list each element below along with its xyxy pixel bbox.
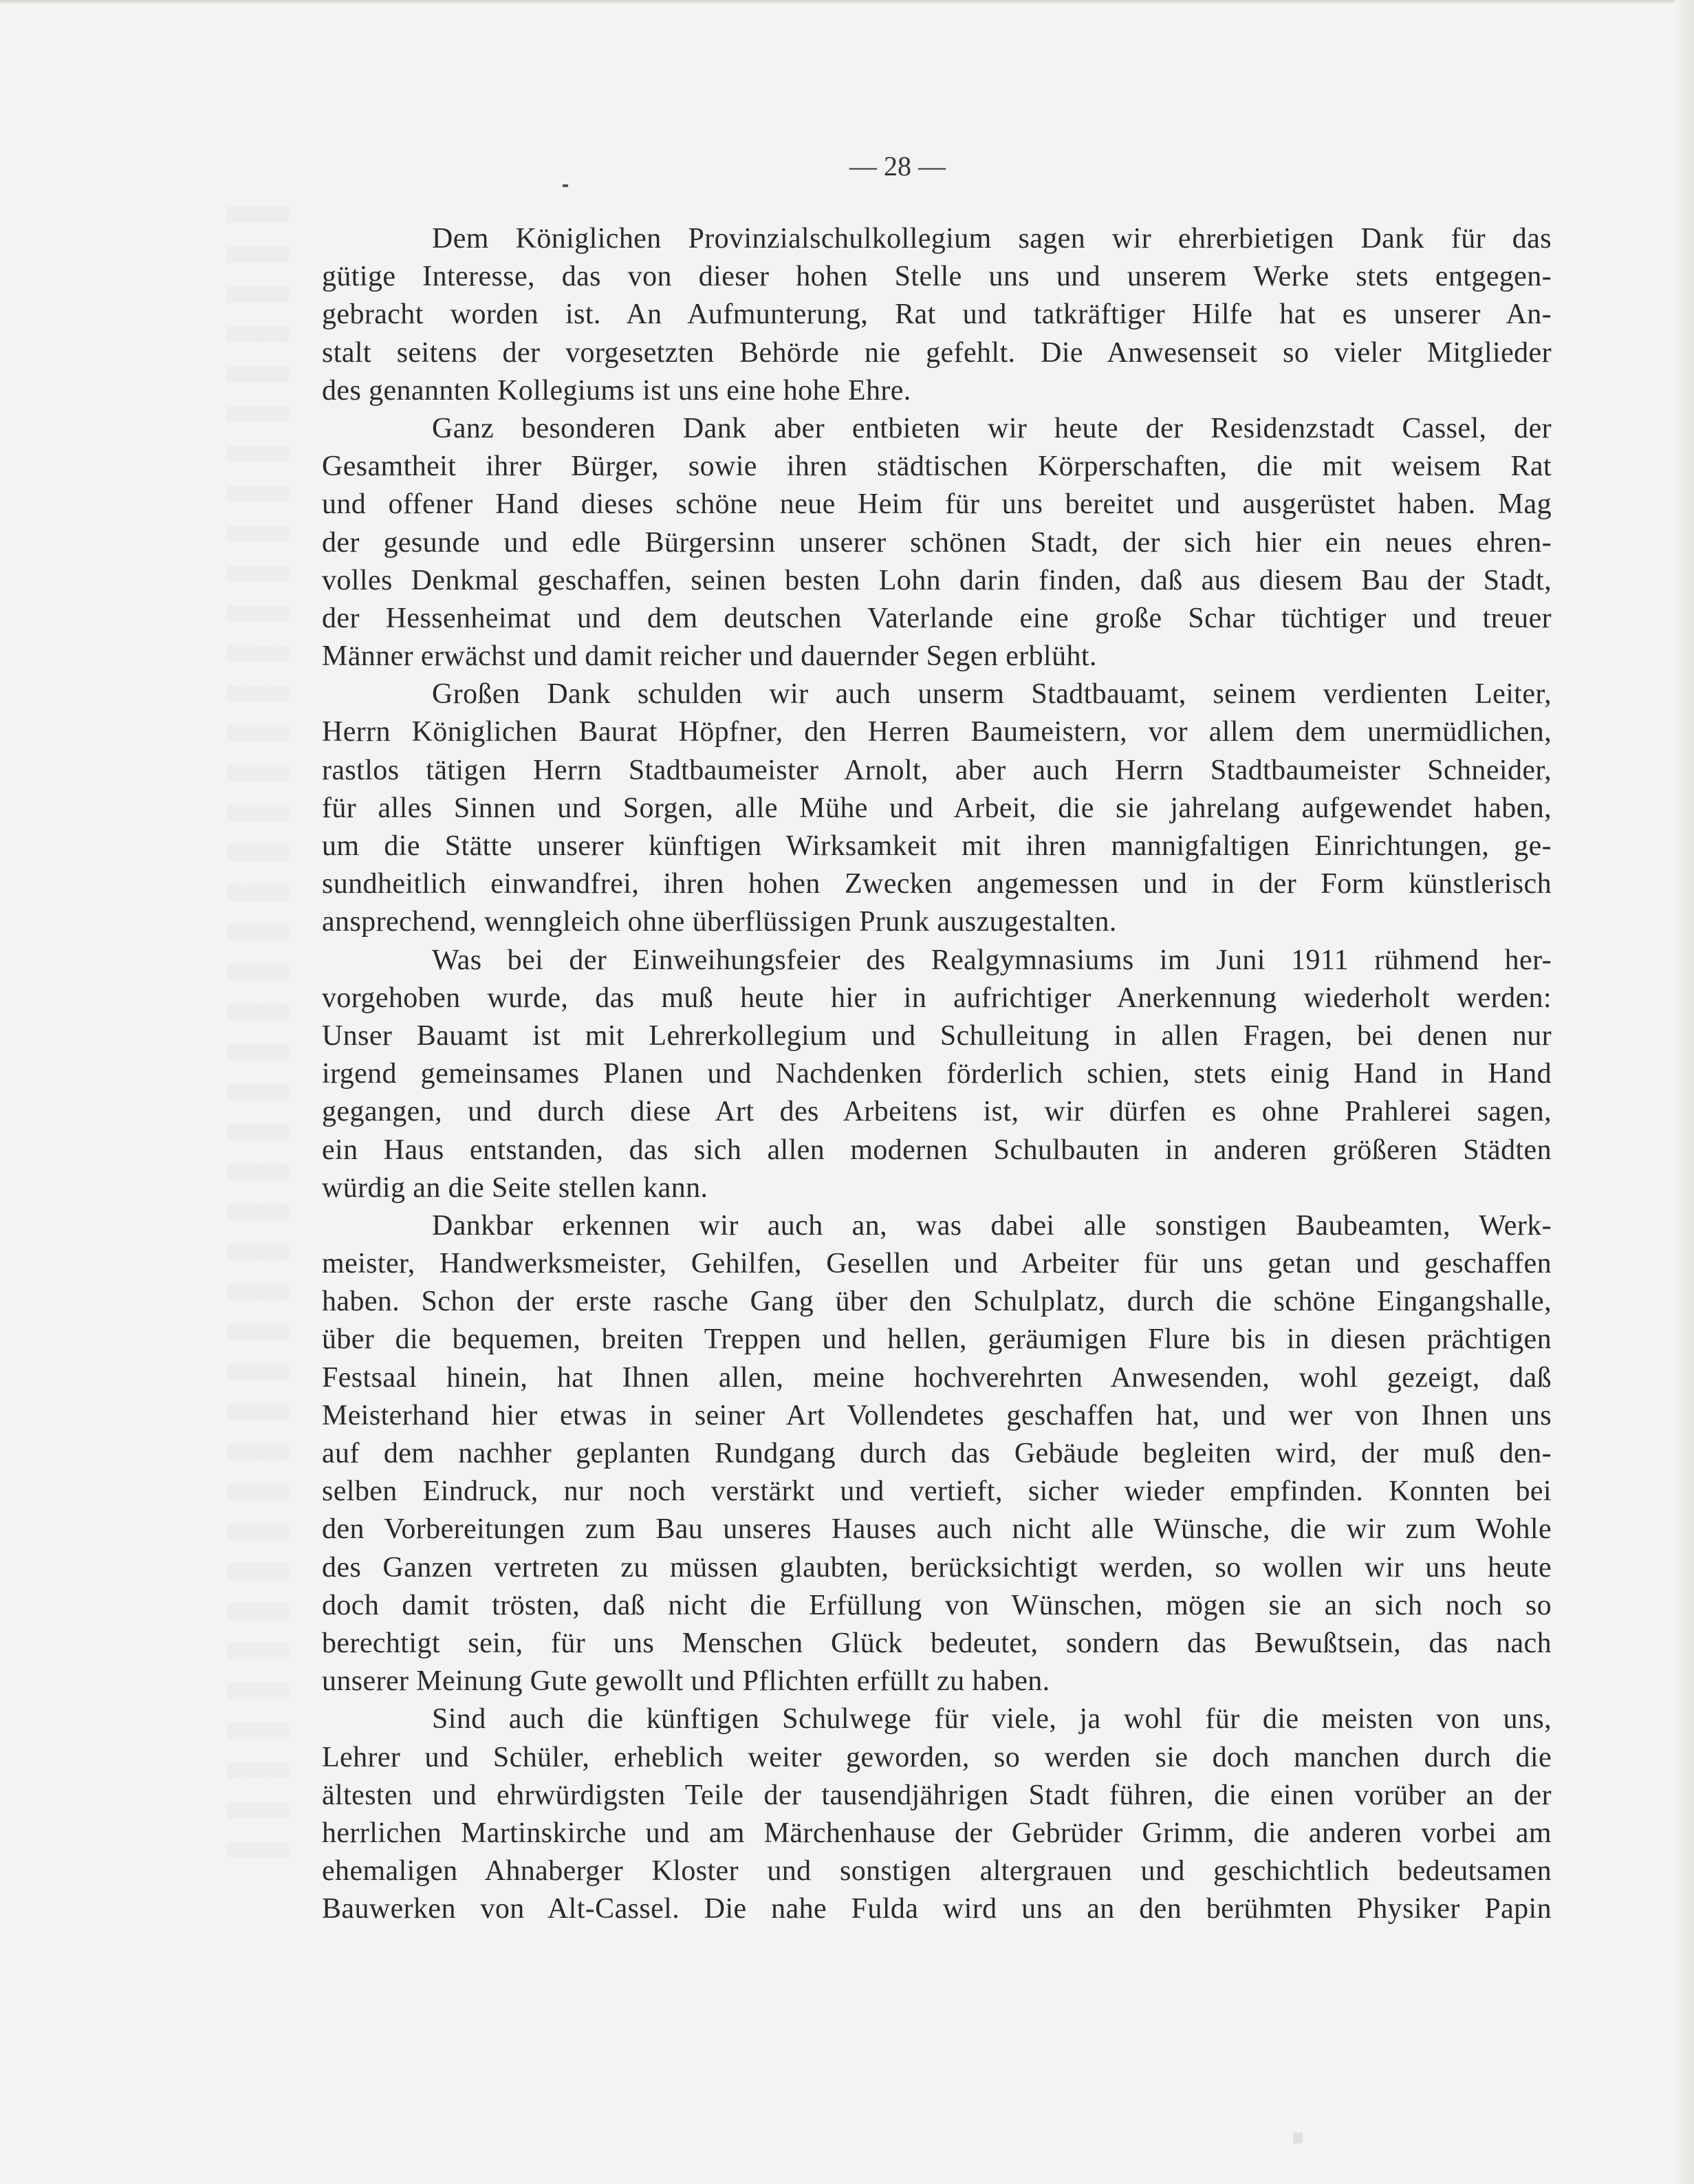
text-line: stalt seitens der vorgesetzten Behörde nie gefehlt. Die Anwesenseit so vieler Mitglieder (322, 336, 1552, 369)
ink-mark (563, 184, 568, 187)
text-line: Meisterhand hier etwas in seiner Art Vollendetes geschaffen hat, und wer von Ihnen uns (322, 1399, 1552, 1431)
page-top-edge (0, 0, 1694, 4)
text-line: der Hessenheimat und dem deutschen Vaterlande eine große Schar tüchtiger und treuer (322, 602, 1552, 634)
text-line: Ganz besonderen Dank aber entbieten wir heute der Residenzstadt Cassel, der (432, 412, 1552, 444)
text-line: Was bei der Einweihungsfeier des Realgymnasiums im Juni 1911 rühmend her- (432, 944, 1552, 976)
text-line: doch damit trösten, daß nicht die Erfüllung von Wünschen, mögen sie an sich noch so (322, 1589, 1552, 1621)
text-line: gebracht worden ist. An Aufmunterung, Rat und tatkräftiger Hilfe hat es unserer An- (322, 299, 1552, 331)
text-line: ehemaligen Ahnaberger Kloster und sonstigen altergrauen und geschichtlich bedeutsamen (322, 1855, 1552, 1888)
text-line: Festsaal hinein, hat Ihnen allen, meine hochverehrten Anwesenden, wohl gezeigt, daß (322, 1361, 1552, 1394)
text-line: meister, Handwerksmeister, Gehilfen, Gesellen und Arbeiter für uns getan und geschaffen (322, 1248, 1552, 1280)
text-line: rastlos tätigen Herrn Stadtbaumeister Arnolt, aber auch Herrn Stadtbaumeister Schneider, (322, 754, 1552, 786)
text-line: Lehrer und Schüler, erheblich weiter geworden, so werden sie doch manchen durch die (322, 1741, 1552, 1773)
text-line: berechtigt sein, für uns Menschen Glück bedeutet, sondern das Bewußtsein, das nach (322, 1627, 1552, 1659)
text-line: selben Eindruck, nur noch verstärkt und vertieft, sicher wieder empfinden. Konnten bei (322, 1475, 1552, 1508)
text-line: Dem Königlichen Provinzialschulkollegium sagen wir ehrerbietigen Dank für das (432, 223, 1552, 255)
text-line: über die bequemen, breiten Treppen und hellen, geräumigen Flure bis in diesen prächtigen (322, 1323, 1552, 1356)
text-line: Großen Dank schulden wir auch unserm Stadtbauamt, seinem verdienten Leiter, (432, 678, 1552, 711)
text-line: irgend gemeinsames Planen und Nachdenken förderlich schien, stets einig Hand in Hand (322, 1058, 1552, 1090)
text-line: um die Stätte unserer künftigen Wirksamkeit mit ihren mannigfaltigen Einrichtungen, ge- (322, 830, 1552, 862)
page-right-edge (1675, 0, 1694, 2184)
text-line: Dankbar erkennen wir auch an, was dabei alle sonstigen Baubeamten, Werk- (432, 1209, 1552, 1242)
paper-speck (1293, 2132, 1303, 2143)
text-line: sundheitlich einwandfrei, ihren hohen Zwecken angemessen und in der Form künstlerisch (322, 868, 1552, 900)
text-line: unserer Meinung Gute gewollt und Pflichten erfüllt zu haben. (322, 1665, 1050, 1698)
text-line: haben. Schon der erste rasche Gang über den Schulplatz, durch die schöne Eingangshalle, (322, 1286, 1552, 1318)
body-text (322, 220, 1552, 1928)
text-line: herrlichen Martinskirche und am Märchenhause der Gebrüder Grimm, die anderen vorbei am (322, 1817, 1552, 1849)
text-line: des Ganzen vertreten zu müssen glaubten, berücksichtigt werden, so wollen wir uns heute (322, 1551, 1552, 1583)
text-line: ältesten und ehrwürdigsten Teile der tausendjährigen Stadt führen, die einen vorüber an der (322, 1779, 1552, 1811)
text-line: volles Denkmal geschaffen, seinen besten Lohn darin finden, daß aus diesem Bau der Stadt, (322, 564, 1552, 596)
text-line: Herrn Königlichen Baurat Höpfner, den Herren Baumeistern, vor allem dem unermüdlichen, (322, 716, 1552, 748)
show-through-shadow (227, 206, 289, 1857)
text-line: und offener Hand dieses schöne neue Heim für uns bereitet und ausgerüstet haben. Mag (322, 488, 1552, 521)
page-number: — 28 — (849, 151, 946, 182)
text-line: Männer erwächst und damit reicher und dauernder Segen erblüht. (322, 640, 1097, 673)
text-line: der gesunde und edle Bürgersinn unserer schönen Stadt, der sich hier ein neues ehren- (322, 526, 1552, 559)
text-line: Gesamtheit ihrer Bürger, sowie ihren städtischen Körperschaften, die mit weisem Rat (322, 451, 1552, 483)
text-line: gütige Interesse, das von dieser hohen Stelle uns und unserem Werke stets entgegen- (322, 261, 1552, 293)
text-line: würdig an die Seite stellen kann. (322, 1171, 708, 1204)
text-line: des genannten Kollegiums ist uns eine hohe Ehre. (322, 374, 911, 407)
text-line: Unser Bauamt ist mit Lehrerkollegium und Schulleitung in allen Fragen, bei denen nur (322, 1019, 1552, 1052)
text-line: für alles Sinnen und Sorgen, alle Mühe und Arbeit, die sie jahrelang aufgewendet haben, (322, 792, 1552, 824)
text-line: vorgehoben wurde, das muß heute hier in aufrichtiger Anerkennung wiederholt werden: (322, 982, 1552, 1014)
text-line: Bauwerken von Alt-Cassel. Die nahe Fulda wird uns an den berühmten Physiker Papin (322, 1893, 1552, 1925)
text-line: Sind auch die künftigen Schulwege für viele, ja wohl für die meisten von uns, (432, 1703, 1552, 1736)
text-line: gegangen, und durch diese Art des Arbeitens ist, wir dürfen es ohne Prahlerei sagen, (322, 1096, 1552, 1128)
text-line: auf dem nachher geplanten Rundgang durch das Gebäude begleiten wird, der muß den- (322, 1438, 1552, 1469)
text-line: ein Haus entstanden, das sich allen modernen Schulbauten in anderen größeren Städten (322, 1134, 1552, 1166)
text-line: den Vorbereitungen zum Bau unseres Hauses auch nicht alle Wünsche, die wir zum Wohle (322, 1513, 1552, 1546)
text-line: ansprechend, wenngleich ohne überflüssigen Prunk auszugestalten. (322, 906, 1117, 938)
